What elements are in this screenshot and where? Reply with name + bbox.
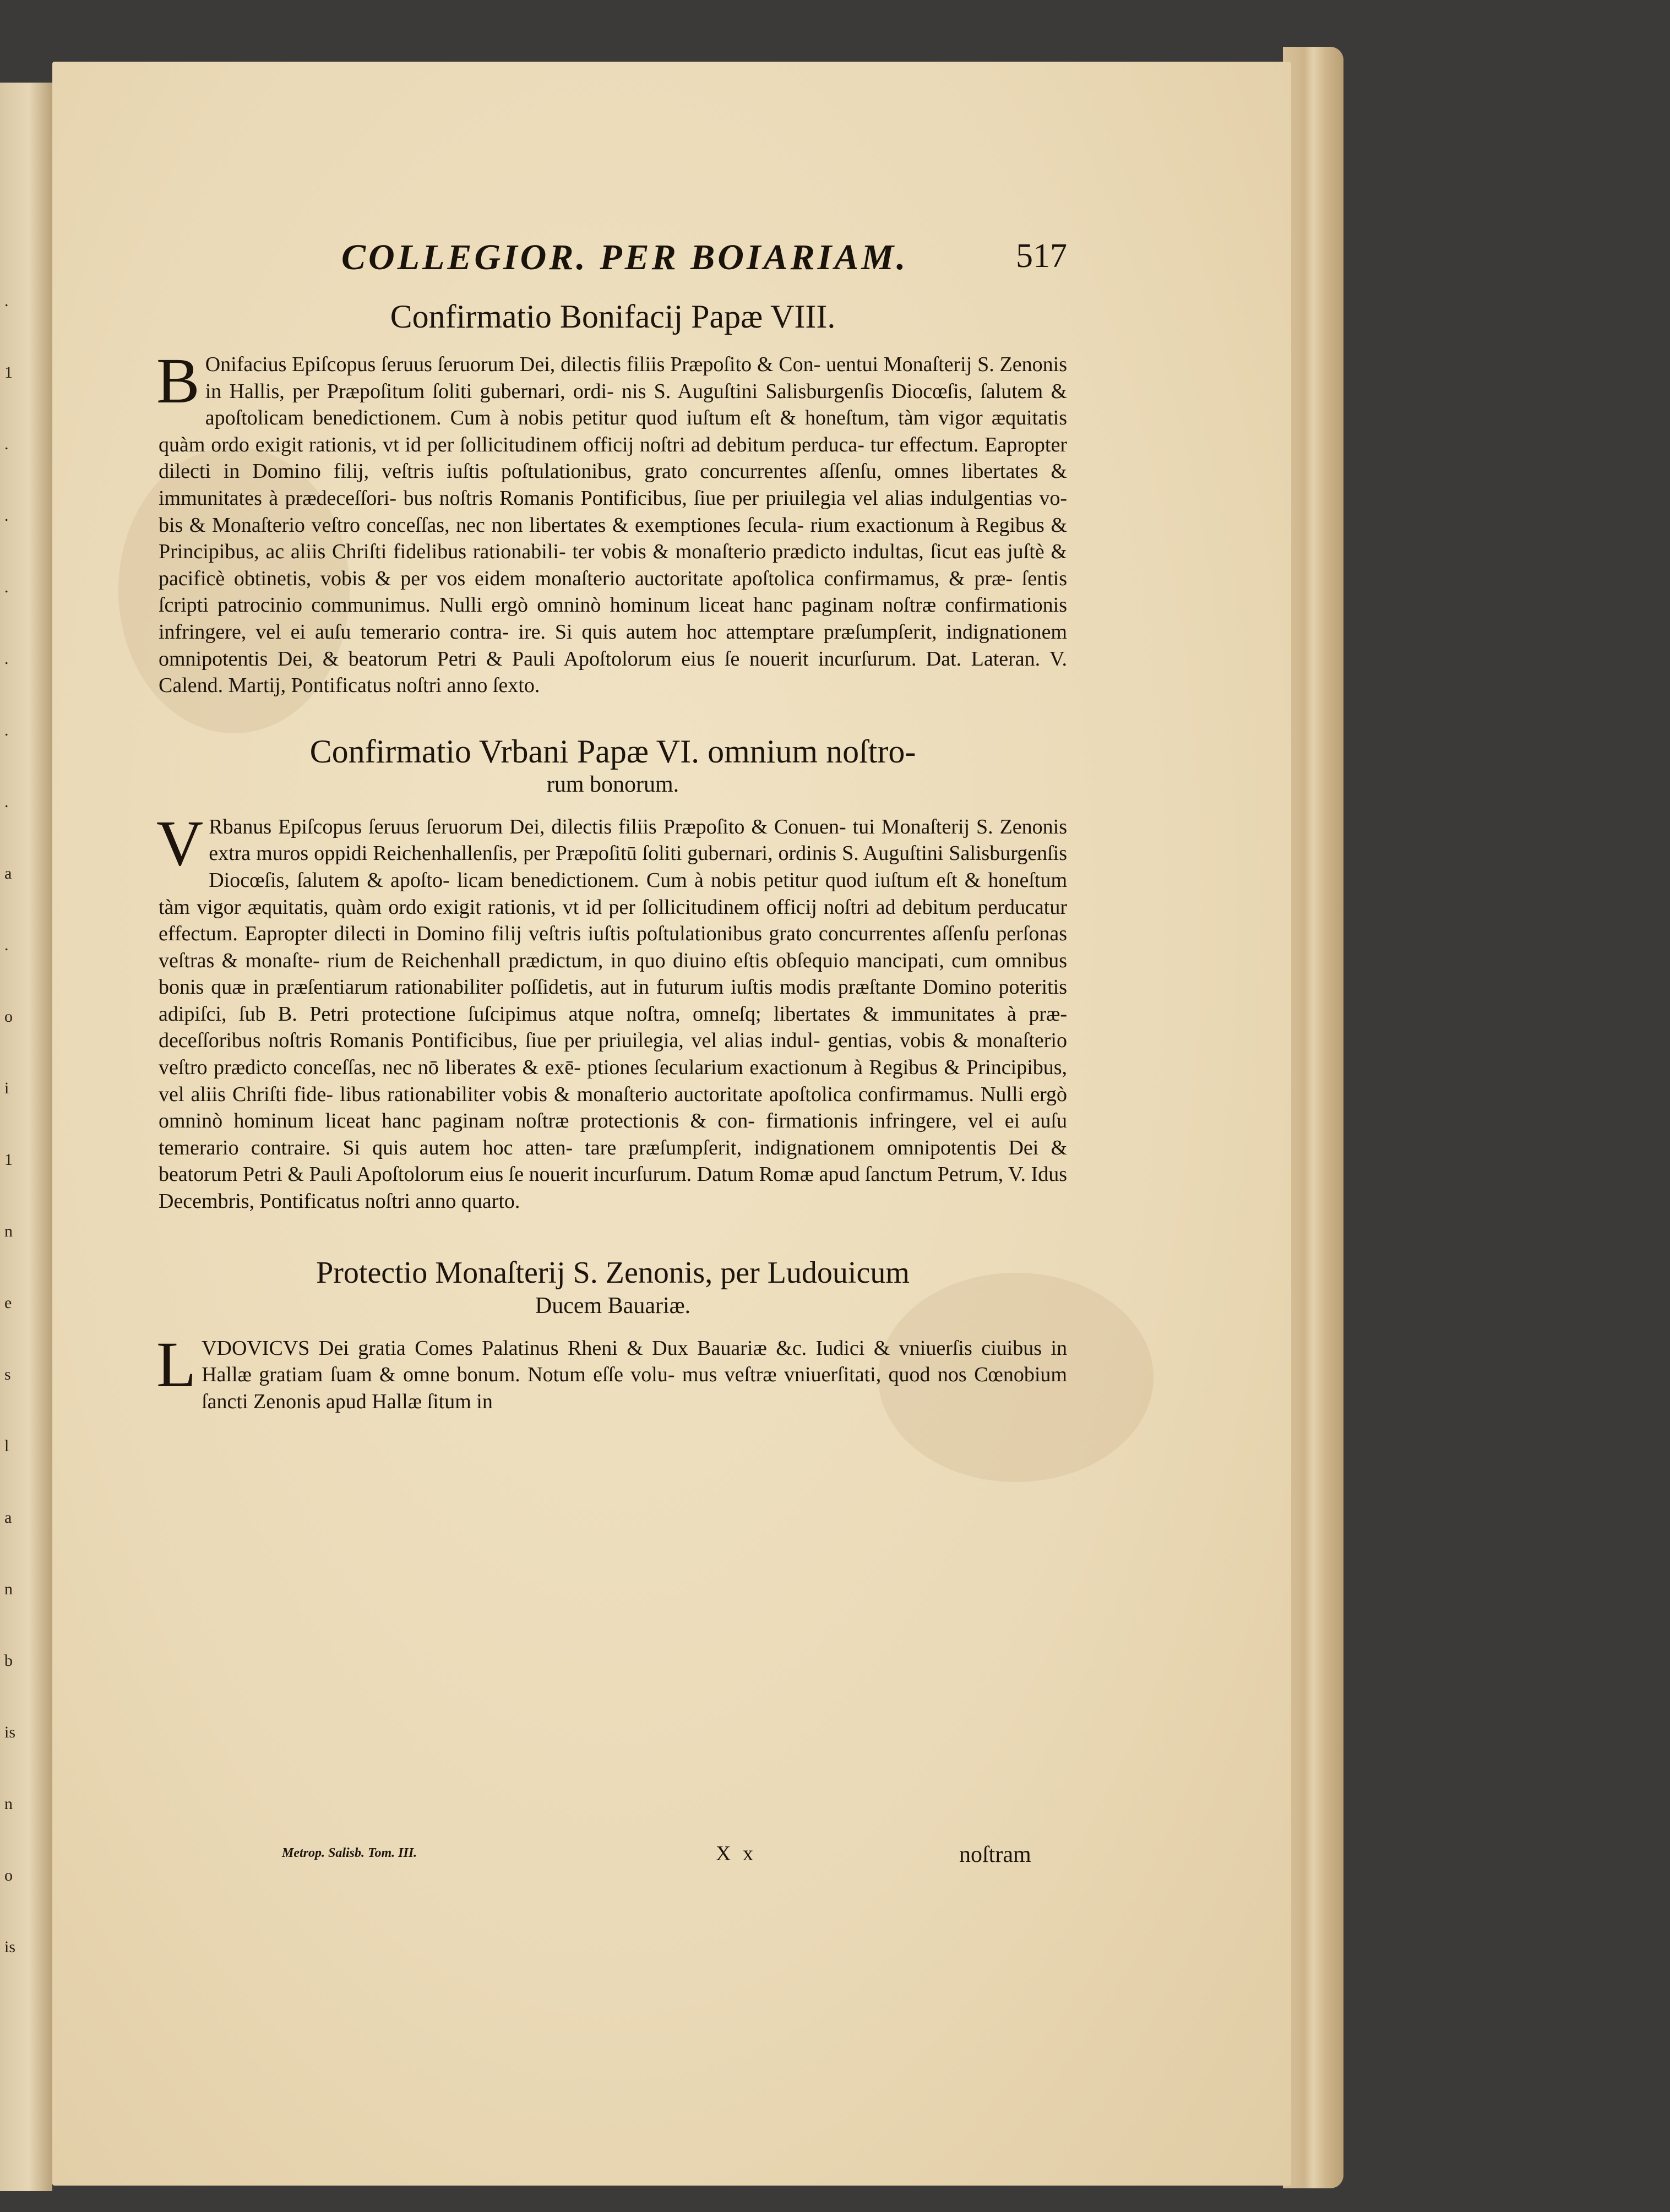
text-line: ſentis ſcripti patrocinio communimus. Nulli ergò omninò hominum liceat [159,566,1067,617]
text-line: vigor æquitatis, quàm ordo exigit rationis, vt id per ſollicitudinem officij noſtri [197,895,876,919]
left-page-fragment: . [4,936,9,954]
text-line: VDOVICVS Dei gratia Comes Palatinus Rheni & Dux Bauariæ &c. Iudici & [202,1336,899,1360]
left-page-fragment: . [4,721,9,739]
text-line: iuſtis poſtulationibus grato concurrentes aſſenſu perſonas veſtras & monaſte- [159,922,1068,972]
text-line: tur effectum. Eapropter dilecti in Domino filij, veſtris iuſtis poſtulationibus, [159,433,1067,483]
section-heading [159,297,1067,336]
text-line: Cum à nobis petitur quod iuſtum eſt & honeſtum, tàm vigor æquitatis quàm [159,406,1067,456]
left-page-fragment: o [4,1007,13,1026]
text-line: nis S. Auguſtini Salisburgenſis Diocœſis, ſalutem & apoſtolicam benedictionem. [205,379,1068,430]
text-line: mus veſtræ vniuerſitati, quod nos Cœnobium ſancti Zenonis apud Hallæ ſitum in [202,1363,1067,1413]
drop-capital: L [156,1328,197,1401]
text-line: vobis & per vos eidem monaſterio auctoritate apoſtolica confirmamus, & præ- [320,566,1022,590]
text-line: firmationis infringere, vel ei auſu temerario contraire. Si quis autem hoc atten- [159,1109,1067,1159]
left-page-fragment: 1 [4,1151,13,1169]
section-heading-continuation: rum bonorum. [546,771,679,797]
text-line: uentui Monaſterij S. Zenonis in Hallis, per Præpoſitum ſoliti gubernari, ordi- [205,353,1067,403]
section-heading [159,732,1067,798]
left-page-fragment: i [4,1079,9,1097]
section-heading-text: Confirmatio Bonifacij Papæ VIII. [390,298,836,335]
section-paragraph [156,1328,1067,1415]
text-line: ad debitum perducatur effectum. Eapropter dilecti in Domino filij veſtris [159,895,1067,946]
left-page-fragment: . [4,506,9,525]
section-heading-text: Protectio Monaſterij S. Zenonis, per Ludouicum [316,1255,910,1290]
signature-mark: Metrop. Salisb. Tom. III. [282,1846,417,1860]
section-heading-continuation: Ducem Bauariæ. [535,1293,691,1319]
text-line: deceſſoribus noſtris Romanis Pontificibus, ſiue per priuilegia, vel alias indul- [159,1029,828,1053]
text-line: futurum iuſtis modis præſtante Domino poteritis adipiſci, ſub B. Petri [159,976,1067,1026]
text-line: Rbanus Epiſcopus ſeruus ſeruorum Dei, dilectis filiis Præpoſito & Conuen- [209,815,853,838]
left-page-fragment: l [4,1437,9,1455]
running-head [0,237,1670,281]
text-line: rium exactionum à Regibus & Principibus, ac aliis Chriſti fidelibus rationabili- [159,513,1067,564]
left-page-fragment: . [4,435,9,453]
text-line: Onifacius Epiſcopus ſeruus ſeruorum Dei, dilectis filiis Præpoſito & Con- [205,353,826,376]
left-page-fragment: is [4,1723,16,1741]
running-title: COLLEGIOR. PER BOIARIAM. [341,237,909,277]
text-line: cum omnibus bonis quæ in præſentiarum rationabiliter poſſidetis, aut in [159,949,1068,999]
left-page-fragment: a [4,1508,12,1527]
left-page-fragment: s [4,1365,11,1383]
left-page-fragment: . [4,793,9,811]
text-column [156,297,1068,1415]
left-page-fragment: n [4,1222,13,1240]
text-line: rium de Reichenhall prædictum, in quo diuino eſtis obſequio mancipati, [327,949,952,972]
left-page-fragment: e [4,1294,12,1312]
text-line: ire. Si quis autem hoc attemptare præſumpſerit, indignationem omnipotentis [159,620,1067,671]
text-line: Apoſtolorum eius ſe nouerit incurſurum. Datum Romæ apud ſanctum Petrum, [356,1163,1008,1186]
text-line: ſoliti gubernari, ordinis S. Auguſtini Salisburgenſis Diocœſis, ſalutem & apoſto- [209,842,1067,892]
text-line: gentias, vobis & monaſterio veſtro prædicto conceſſas, nec nō liberates & exē- [159,1029,1067,1080]
text-line: licam benedictionem. Cum à nobis petitur quod iuſtum eſt & honeſtum tàm [159,868,1067,919]
text-line: Nulli ergò omninò hominum liceat hanc paginam noſtræ protectionis & con- [159,1082,1067,1133]
section-paragraph [156,807,1068,1215]
gathering-signature: X x [716,1842,757,1865]
catchword: noſtram [959,1842,1031,1867]
section-heading-text: Confirmatio Vrbani Papæ VI. omnium noſtro- [309,733,916,770]
left-page-fragment: . [4,292,9,310]
page-number: 517 [1016,237,1067,275]
text-line: vniuerſis ciuibus in Hallæ gratiam ſuam & omne bonum. Notum eſſe volu- [202,1336,1067,1387]
catch-line [0,1841,1670,1875]
left-page-fragment: is [4,1938,16,1956]
text-line: Lateran. V. Calend. Martij, Pontificatus noſtri anno ſexto. [159,647,1067,698]
text-line: libus rationabiliter vobis & monaſterio auctoritate apoſtolica confirmamus. [340,1082,981,1106]
text-line: Dei, & beatorum Petri & Pauli Apoſtolorum eius ſe nouerit incurſurum. Dat. [277,647,971,671]
left-page-fragment: o [4,1866,13,1884]
text-line: bis & Monaſterio veſtro conceſſas, nec non libertates & exemptiones ſecula- [159,513,810,537]
section-paragraph [156,345,1068,699]
text-line: hanc paginam noſtræ confirmationis infringere, vel ei auſu temerario contra- [159,593,1067,644]
drop-capital: V [156,807,204,879]
left-page-fragment: 1 [4,363,13,382]
text-line: grato concurrentes aſſenſu, omnes libertates & immunitates à prædeceſſori- [159,460,1067,510]
text-line: V. Idus Decembris, Pontificatus noſtri anno quarto. [159,1163,1067,1213]
text-line: ter vobis & monaſterio prædicto indultas, ſicut eas juſtè & pacificè obtinetis, [159,540,1067,590]
previous-page-edge [0,83,52,2191]
left-page-fragment: n [4,1795,13,1813]
text-line: ptiones ſecularium exactionum à Regibus & Principibus, vel aliis Chriſti fide- [159,1056,1067,1106]
drop-capital: B [156,345,200,417]
left-page-fragment: . [4,578,9,596]
text-line: bus noſtris Romanis Pontificibus, ſiue per priuilegia vel alias indulgentias vo- [403,486,1068,510]
left-page-fragment: . [4,650,9,668]
text-line: tui Monaſterij S. Zenonis extra muros oppidi Reichenhallenſis, per Præpoſitū [209,815,1067,865]
section-heading [159,1254,1067,1320]
text-line: ordo exigit rationis, vt id per ſollicitudinem officij noſtri ad debitum perduca- [211,433,871,456]
left-page-fragment: b [4,1652,13,1670]
text-line: protectione ſuſcipimus atque noſtra, omneſq; libertates & immunitates à præ- [361,1002,1067,1026]
text-line: tare præſumpſerit, indignationem omnipotentis Dei & beatorum Petri & Pauli [159,1136,1067,1186]
left-page-fragment: a [4,864,12,882]
left-page-fragment: n [4,1580,13,1598]
